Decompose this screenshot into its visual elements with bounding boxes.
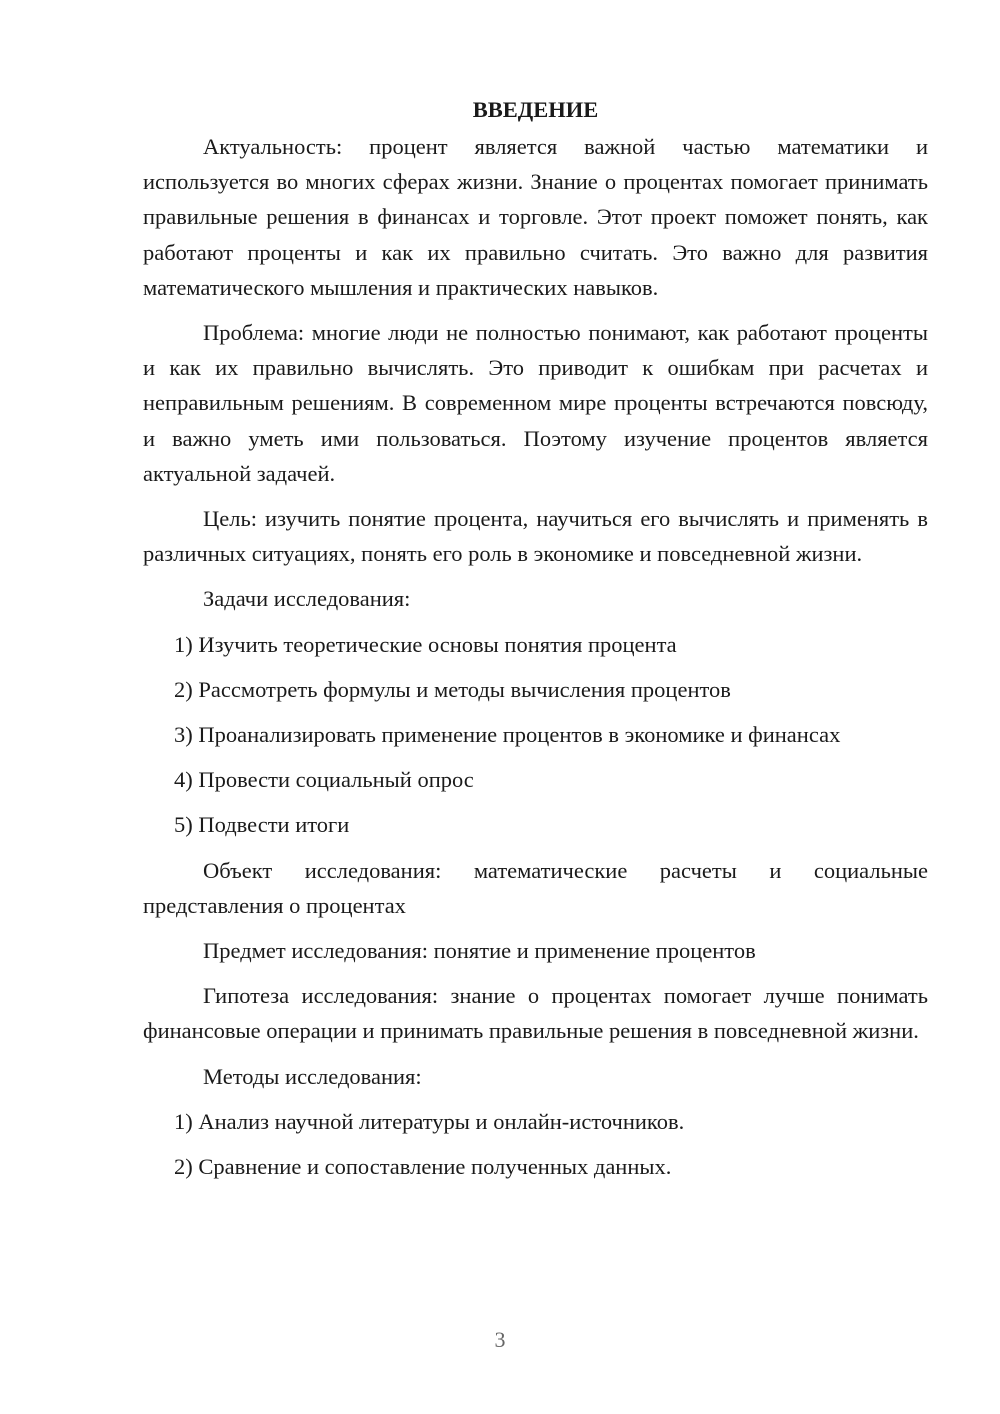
list-item: 2) Рассмотреть формулы и методы вычисления процентов <box>174 676 731 702</box>
tasks-heading: Задачи исследования: <box>203 586 411 612</box>
document-page <box>143 92 928 1194</box>
page-number: 3 <box>494 1327 506 1352</box>
methods-heading: Методы исследования: <box>203 1063 422 1089</box>
hypothesis-paragraph: Гипотеза исследования: знание о процентах помогает лучше понимать финансовые операции и принимать правильные решения в повседневной жизни. <box>143 983 928 1044</box>
subject-paragraph: Предмет исследования: понятие и применение процентов <box>203 938 756 964</box>
list-item: 3) Проанализировать применение процентов в экономике и финансах <box>174 722 841 748</box>
section-title: ВВЕДЕНИЕ <box>472 97 599 122</box>
goal-paragraph: Цель: изучить понятие процента, научиться его вычислять и применять в различных ситуациях, понять его роль в экономике и повседневной жизни. <box>143 506 928 567</box>
list-item: 5) Подвести итоги <box>174 812 350 838</box>
problem-paragraph: Проблема: многие люди не полностью понимают, как работают проценты и как их правильно вычислять. Это приводит к ошибкам при расчетах и неправильным решениям. В современном мире проценты встречаются повсюду, и важно уметь ими пользоваться. Поэтому изучение процентов является актуальной задачей. <box>143 320 928 486</box>
tasks-list <box>143 627 928 843</box>
methods-list <box>143 1104 928 1184</box>
list-item: 4) Провести социальный опрос <box>174 767 474 793</box>
list-item: 2) Сравнение и сопоставление полученных данных. <box>174 1154 672 1180</box>
list-item: 1) Анализ научной литературы и онлайн-источников. <box>174 1108 685 1134</box>
object-paragraph: Объект исследования: математические расчеты и социальные представления о процентах <box>143 857 928 918</box>
list-item: 1) Изучить теоретические основы понятия процента <box>174 631 677 657</box>
relevance-paragraph: Актуальность: процент является важной частью математики и используется во многих сферах жизни. Знание о процентах помогает принимать правильные решения в финансах и торговле. Этот проект поможет понять, как работают проценты и как их правильно считать. Это важно для развития математического мышления и практических навыков. <box>143 134 928 300</box>
